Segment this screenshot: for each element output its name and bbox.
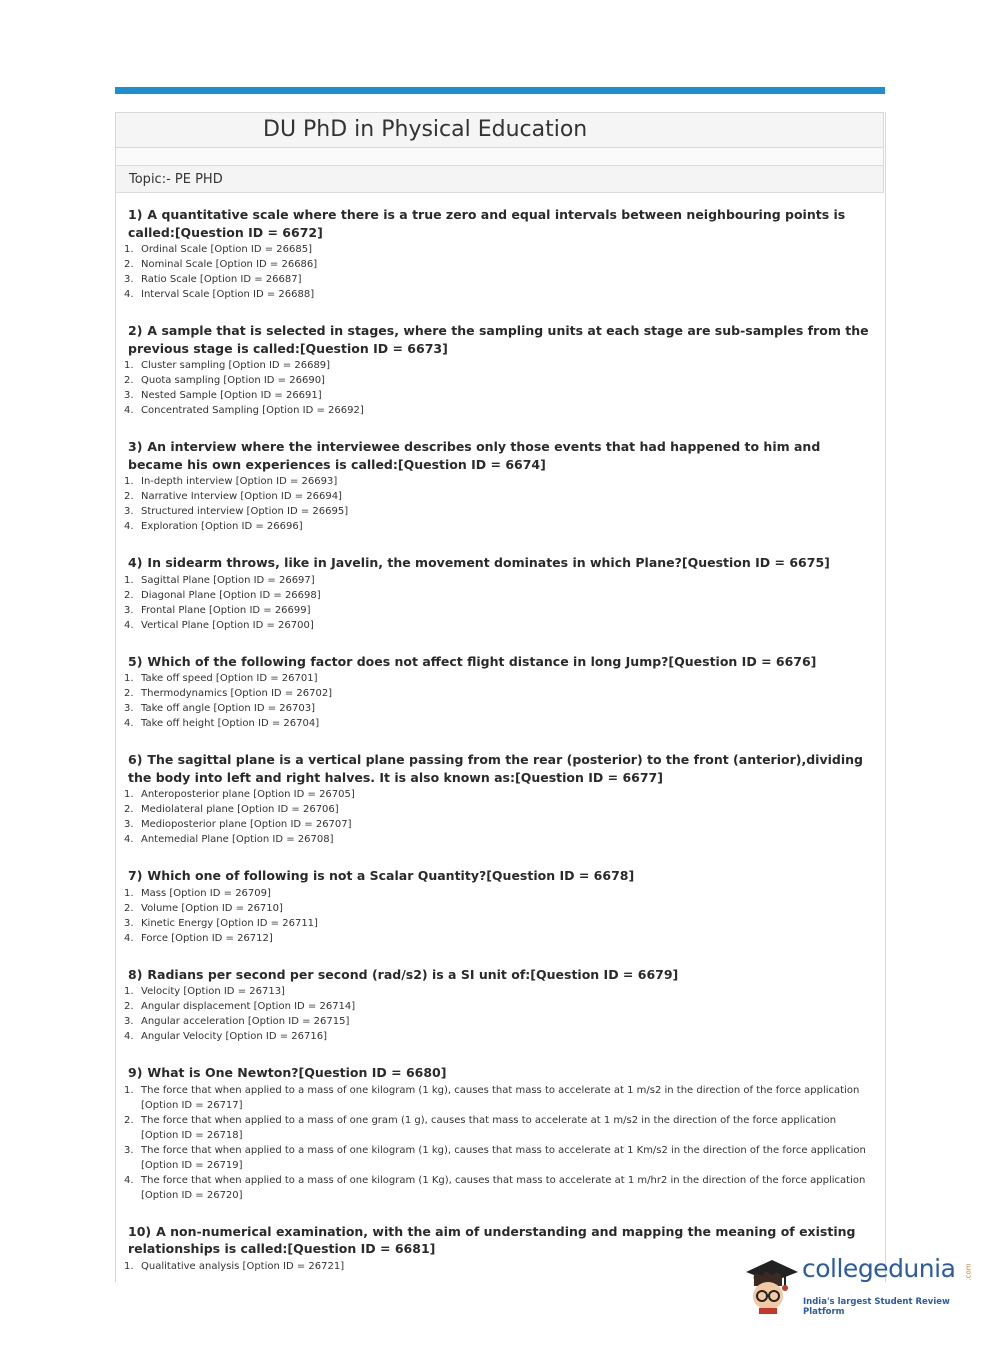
collegedunia-logo [742, 1250, 972, 1320]
option-number: 1. [124, 244, 134, 255]
option-number: 1. [124, 887, 134, 899]
question-number: 1) [128, 207, 143, 222]
question-body: A sample that is selected in stages, where the sampling units at each stage are sub-samples from the previous stage is called:[Question ID = 6673] [128, 323, 869, 356]
option-text: Mass [Option ID = 26709] [141, 887, 271, 899]
question-number: 3) [128, 439, 143, 454]
option-item [124, 358, 872, 373]
option-item [124, 403, 872, 418]
question-number: 10) [128, 1223, 152, 1239]
option-number: 4. [124, 289, 134, 300]
option-text: Nested Sample [Option ID = 26691] [141, 390, 322, 401]
question-body: Which one of following is not a Scalar Quantity?[Question ID = 6678] [147, 868, 635, 883]
question-body: Radians per second per second (rad/s2) is a SI unit of:[Question ID = 6679] [147, 966, 679, 982]
option-item [124, 686, 872, 701]
option-list [124, 886, 872, 946]
option-text: Mediolateral plane [Option ID = 26706] [141, 804, 339, 815]
question-text [124, 322, 872, 357]
option-text: Angular acceleration [Option ID = 26715] [141, 1016, 350, 1027]
option-number: 2. [124, 259, 134, 270]
option-number: 3. [124, 1016, 134, 1027]
option-number: 2. [124, 688, 134, 699]
option-text: Vertical Plane [Option ID = 26700] [141, 619, 314, 631]
option-number: 1. [124, 574, 134, 586]
option-text: Force [Option ID = 26712] [141, 932, 273, 944]
option-list [124, 671, 872, 731]
option-text: The force that when applied to a mass of one kilogram (1 kg), causes that mass to accelerate at 1 m/s2 in the direction of the force application [Option ID = 26717] [141, 1084, 860, 1111]
option-number: 3. [124, 819, 134, 830]
question-body: An interview where the interviewee describes only those events that had happened to him and became his own experiences is called:[Question ID = 6674] [128, 439, 821, 472]
option-number: 3. [124, 917, 134, 929]
option-item [124, 519, 872, 534]
option-text: Narrative Interview [Option ID = 26694] [141, 491, 342, 502]
question-number: 9) [128, 1065, 143, 1080]
question-text [124, 653, 872, 671]
option-item [124, 489, 872, 504]
option-number: 2. [124, 902, 134, 914]
option-text: Quota sampling [Option ID = 26690] [141, 375, 325, 386]
option-text: In-depth interview [Option ID = 26693] [141, 476, 338, 487]
option-item [124, 388, 872, 403]
mascot-icon [742, 1250, 802, 1320]
option-number: 3. [124, 1144, 134, 1156]
question-number: 7) [128, 868, 143, 883]
option-text: Interval Scale [Option ID = 26688] [141, 289, 315, 300]
option-list [124, 573, 872, 633]
question-item [124, 322, 872, 418]
option-text: Angular displacement [Option ID = 26714] [141, 1001, 356, 1012]
title-spacer [115, 148, 884, 166]
question-number: 6) [128, 752, 143, 767]
option-item [124, 999, 872, 1014]
question-body: A quantitative scale where there is a true zero and equal intervals between neighbouring points is called:[Question ID = 6672] [128, 207, 846, 240]
option-item [124, 257, 872, 272]
brand-name: collegedunia [802, 1254, 956, 1283]
option-text: Volume [Option ID = 26710] [141, 902, 283, 914]
option-number: 2. [124, 1001, 134, 1012]
question-text [124, 438, 872, 473]
option-item [124, 618, 872, 633]
question-list [124, 206, 872, 1294]
option-text: Concentrated Sampling [Option ID = 26692] [141, 405, 364, 416]
option-item [124, 1173, 872, 1203]
option-item [124, 1113, 872, 1143]
option-item [124, 272, 872, 287]
option-item [124, 373, 872, 388]
question-body: What is One Newton?[Question ID = 6680] [147, 1065, 447, 1080]
option-text: The force that when applied to a mass of one gram (1 g), causes that mass to accelerate at 1 m/s2 in the direction of the force application [Option ID = 26718] [141, 1114, 837, 1141]
option-item [124, 504, 872, 519]
option-number: 2. [124, 1114, 134, 1126]
option-text: Cluster sampling [Option ID = 26689] [141, 360, 331, 371]
option-text: Anteroposterior plane [Option ID = 26705] [141, 789, 355, 800]
option-text: The force that when applied to a mass of one kilogram (1 Kg), causes that mass to accelerate at 1 m/hr2 in the direction of the force application [Option ID = 26720] [141, 1174, 866, 1201]
option-text: Ratio Scale [Option ID = 26687] [141, 274, 302, 285]
question-number: 2) [128, 323, 143, 338]
option-text: Take off speed [Option ID = 26701] [141, 673, 318, 684]
option-item [124, 901, 872, 916]
option-number: 2. [124, 375, 134, 386]
option-item [124, 1143, 872, 1173]
question-item [124, 438, 872, 534]
option-text: Frontal Plane [Option ID = 26699] [141, 604, 311, 616]
option-text: Medioposterior plane [Option ID = 26707] [141, 819, 352, 830]
option-number: 1. [124, 1084, 134, 1096]
question-item [124, 1064, 872, 1203]
option-text: Thermodynamics [Option ID = 26702] [141, 688, 333, 699]
option-item [124, 1029, 872, 1044]
option-number: 3. [124, 274, 134, 285]
option-item [124, 242, 872, 257]
option-number: 4. [124, 718, 134, 729]
option-text: Structured interview [Option ID = 26695] [141, 506, 349, 517]
option-item [124, 832, 872, 847]
question-body: In sidearm throws, like in Javelin, the movement dominates in which Plane?[Question ID = 6675] [147, 555, 830, 570]
option-list [124, 474, 872, 534]
option-item [124, 886, 872, 901]
option-item [124, 573, 872, 588]
option-text: Qualitative analysis [Option ID = 26721] [141, 1260, 345, 1272]
question-body: The sagittal plane is a vertical plane passing from the rear (posterior) to the front (anterior),dividing the body into left and right halves. It is also known as:[Question ID = 6677] [128, 752, 863, 785]
brand-suffix: .com [964, 1263, 973, 1281]
question-number: 4) [128, 555, 143, 570]
option-number: 3. [124, 703, 134, 714]
option-text: Diagonal Plane [Option ID = 26698] [141, 589, 321, 601]
page-title: DU PhD in Physical Education [263, 117, 588, 142]
option-text: Velocity [Option ID = 26713] [141, 986, 285, 997]
option-item [124, 787, 872, 802]
question-body: Which of the following factor does not affect flight distance in long Jump?[Question ID = 6676] [147, 653, 817, 669]
option-text: Antemedial Plane [Option ID = 26708] [141, 834, 334, 845]
option-item [124, 287, 872, 302]
option-number: 3. [124, 604, 134, 616]
header-accent-bar [115, 87, 885, 94]
option-item [124, 802, 872, 817]
option-number: 4. [124, 521, 134, 532]
option-item [124, 671, 872, 686]
option-item [124, 701, 872, 716]
option-list [124, 358, 872, 418]
question-number: 8) [128, 966, 143, 982]
option-number: 1. [124, 360, 134, 371]
option-item [124, 817, 872, 832]
question-text [124, 966, 872, 984]
option-number: 2. [124, 589, 134, 601]
option-text: Take off angle [Option ID = 26703] [141, 703, 316, 714]
option-text: Exploration [Option ID = 26696] [141, 521, 303, 532]
option-text: Take off height [Option ID = 26704] [141, 718, 320, 729]
option-number: 4. [124, 405, 134, 416]
question-item [124, 554, 872, 633]
option-number: 3. [124, 506, 134, 517]
option-number: 1. [124, 476, 134, 487]
option-item [124, 1014, 872, 1029]
question-text [124, 1064, 872, 1082]
option-number: 2. [124, 491, 134, 502]
option-number: 4. [124, 932, 134, 944]
option-number: 3. [124, 390, 134, 401]
topic-label: Topic:- PE PHD [129, 172, 223, 187]
option-list [124, 787, 872, 847]
title-panel [115, 112, 884, 148]
option-text: Kinetic Energy [Option ID = 26711] [141, 917, 318, 929]
question-text [124, 206, 872, 241]
option-number: 4. [124, 1174, 134, 1186]
option-text: Ordinal Scale [Option ID = 26685] [141, 244, 312, 255]
option-list [124, 1083, 872, 1203]
option-text: The force that when applied to a mass of one kilogram (1 kg), causes that mass to accelerate at 1 Km/s2 in the direction of the force application [Option ID = 26719] [141, 1144, 866, 1171]
question-item [124, 751, 872, 847]
option-item [124, 1083, 872, 1113]
question-item [124, 966, 872, 1045]
option-list [124, 242, 872, 302]
question-number: 5) [128, 653, 143, 669]
question-text [124, 867, 872, 885]
question-item [124, 206, 872, 302]
brand-tagline: India's largest Student Review Platform [803, 1297, 950, 1317]
option-item [124, 474, 872, 489]
option-number: 4. [124, 834, 134, 845]
option-item [124, 916, 872, 931]
question-item [124, 867, 872, 946]
option-number: 1. [124, 673, 134, 684]
question-item [124, 653, 872, 732]
question-text [124, 751, 872, 786]
option-number: 1. [124, 789, 134, 800]
option-text: Sagittal Plane [Option ID = 26697] [141, 574, 315, 586]
option-item [124, 931, 872, 946]
option-item [124, 588, 872, 603]
option-number: 1. [124, 986, 134, 997]
question-body: A non-numerical examination, with the aim of understanding and mapping the meaning of existing relationships is called:[Question ID = 6681] [128, 1223, 856, 1256]
option-text: Nominal Scale [Option ID = 26686] [141, 259, 318, 270]
topic-panel [115, 166, 884, 193]
option-item [124, 603, 872, 618]
option-number: 4. [124, 619, 134, 631]
option-number: 4. [124, 1031, 134, 1042]
option-item [124, 984, 872, 999]
option-number: 2. [124, 804, 134, 815]
option-item [124, 716, 872, 731]
option-number: 1. [124, 1260, 134, 1272]
question-text [124, 554, 872, 572]
option-text: Angular Velocity [Option ID = 26716] [141, 1031, 328, 1042]
option-list [124, 984, 872, 1044]
